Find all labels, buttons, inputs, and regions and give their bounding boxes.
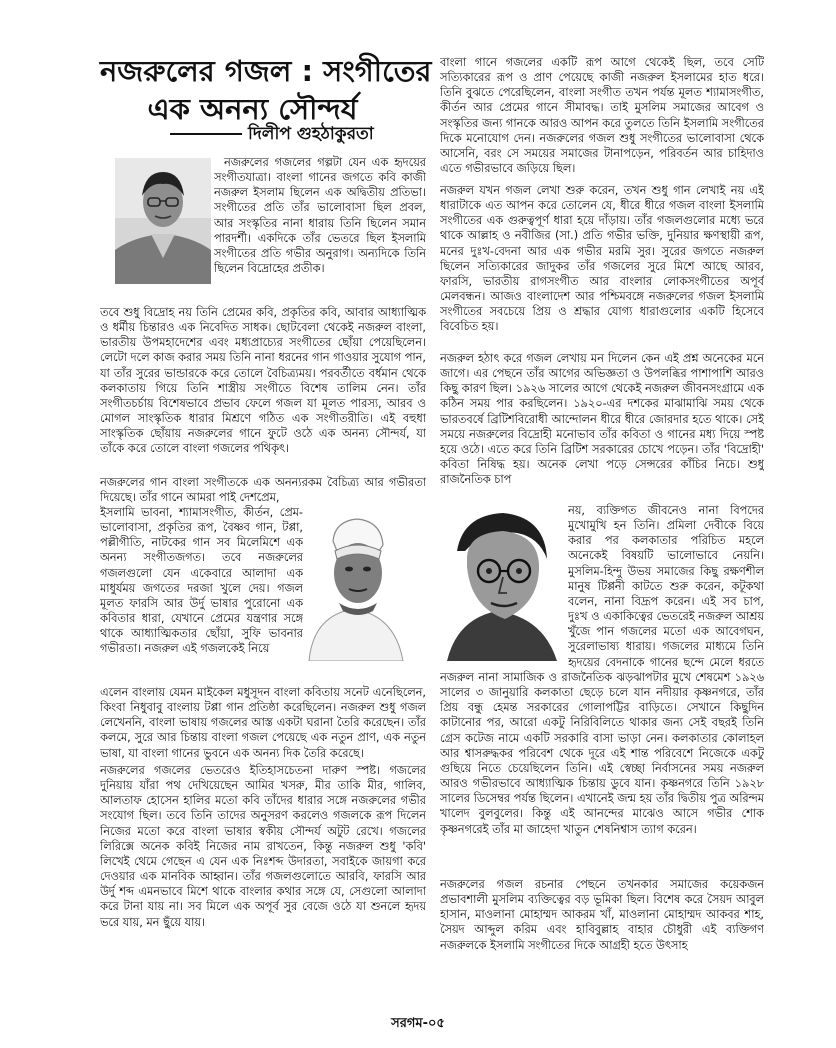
title-line-2: এক অনন্য সৌন্দর্য: [147, 92, 358, 126]
article-title: [100, 52, 432, 128]
byline-rule: [170, 133, 242, 135]
left-paragraph-5: এলেন বাংলায় যেমন মাইকেল মধুসূদন বাংলা কবিতায় সনেট এনেছিলেন, কিংবা নিধুবাবু বাংলায় টপ্পা গান প্রতিষ্ঠা করেছিলেন। নজরুল শুধু গজল লেখেননি, বাংলা ভাষায় গজলের আস্ত একটা ঘরানা তৈরি করেছেন। তাঁর কলমে, সুরে আর চিন্তায় বাংলা গজল পেয়েছে এক নতুন প্রাণ, এক নতুন ভাষা, যা বাংলা গানের ভুবনে এক অনন্য দিক তৈরি করেছে।: [100, 686, 426, 760]
left-paragraph-3: নজরুলের গান বাংলা সংগীতকে এক অনন্যরকম বৈচিত্র্য আর গভীরতা দিয়েছে। তাঁর গানে আমরা পাই দেশপ্রেম,: [100, 476, 426, 505]
title-line-1: নজরুলের গজল : সংগীতের: [100, 54, 432, 88]
author-photo: [115, 158, 211, 284]
right-paragraph-1: বাংলা গানে গজলের একটি রূপ আগে থেকেই ছিল, তবে সেটি সত্যিকারের রূপ ও প্রাণ পেয়েছে কাজী নজরুল ইসলামের হাত ধরে। তিনি বুঝতে পেরেছিলেন, বাংলা সংগীত তখন পর্যন্ত মূলত শ্যামাসংগীত, কীর্তন আর প্রেমের গানে সীমাবদ্ধ। তাই মুসলিম সমাজের আবেগ ও সংস্কৃতির জন্য গানকে আরও আপন করে তুলতে তিনি ইসলামি সংগীতের দিকে মনোযোগ দেন। নজরুলের গজল শুধু সংগীতের ভালোবাসা থেকে আসেনি, বরং সে সময়ের সমাজের টানাপড়েন, পরিবর্তন আর চাহিদাও এতে গভীরভাবে জড়িয়ে ছিল।: [440, 56, 764, 176]
right-paragraph-3: নজরুল হঠাৎ করে গজল লেখায় মন দিলেন কেন এই প্রশ্ন অনেকের মনে জাগে। এর পেছনে তাঁর আগের অভিজ্ঞতা ও উপলব্ধির পাশাপাশি আরও কিছু কারণ ছিল। ১৯২৬ সালের আগে থেকেই নজরুল জীবনসংগ্রামে এক কঠিন সময় পার করছিলেন। ১৯২০-এর দশকের মাঝামাঝি সময় থেকে ভারতবর্ষে ব্রিটিশবিরোধী আন্দোলন ধীরে ধীরে জোরদার হতে থাকে। সেই সময়ে নজরুলের বিদ্রোহী মনোভাব তাঁর কবিতা ও গানের মধ্য দিয়ে স্পষ্ট হয়ে ওঠে। এতে করে তিনি ব্রিটিশ সরকারের চোখে পড়েন। তাঁর 'বিদ্রোহী' কবিতা নিষিদ্ধ হয়। অনেক লেখা পড়ে সেন্সরের কাঁচির নিচে। শুধু রাজনৈতিক চাপ: [440, 352, 764, 487]
right-paragraph-6: নজরুলের গজল রচনার পেছনে তখনকার সমাজের কয়েকজন প্রভাবশালী মুসলিম ব্যক্তিত্বের বড় ভূমিকা ছিল। বিশেষ করে সৈয়দ আবুল হাসান, মাওলানা মোহাম্মদ আকরম খাঁ, মাওলানা মোহাম্মদ আকবর শাহ, সৈয়দ আব্দুল করিম এবং হাবিবুল্লাহ বাহার চৌধুরী এই ব্যক্তিগণ নজরুলকে ইসলামি সংগীতের দিকে আগ্রহী হতে উৎসাহ: [440, 878, 764, 952]
right-paragraph-4: নয়, ব্যক্তিগত জীবনেও নানা বিপদের মুখোমুখি হন তিনি। প্রমিলা দেবীকে বিয়ে করার পর কলকাতার পরিচিত মহলে অনেকেই বিষয়টি ভালোভাবে নেয়নি। মুসলিম-হিন্দু উভয় সমাজের কিছু রক্ষণশীল মানুষ টিপ্পনী কাটতে শুরু করেন, কটূকথা বলেন, নানা বিদ্রূপ করেন। এই সব চাপ, দুঃখ ও একাকিত্বের ভেতরেই নজরুল আশ্রয় খুঁজে পান গজলের মতো এক আবেগঘন, সুরেলাভাষ্য ধারায়। গজলের মাধ্যমে তিনি হৃদয়ের বেদনাকে গানের ছন্দে মেলে ধরতে: [568, 504, 764, 669]
page-footer-label: সরগম-০৫: [391, 1016, 445, 1031]
left-paragraph-1: নজরুলের গজলের গল্পটা যেন এক হৃদয়ের সংগীতযাত্রা। বাংলা গানের জগতে কবি কাজী নজরুল ইসলাম ছিলেন এক অদ্বিতীয় প্রতিভা। সংগীতের প্রতি তাঁর ভালোবাসা ছিল প্রবল, আর সংস্কৃতির নানা ধারায় তিনি ছিলেন সমান পারদর্শী। একদিকে তাঁর ভেতরে ছিল ইসলামি সংগীতের প্রতি গভীর অনুরাগ। অন্যদিকে তিনি ছিলেন বিদ্রোহের প্রতীক।: [214, 156, 426, 276]
byline: [170, 123, 410, 145]
left-paragraph-6: নজরুলের গজলের ভেতরেও ইতিহাসচেতনা দারুণ স্পষ্ট। গজলের দুনিয়ায় যাঁরা পথ দেখিয়েছেন আমির খসরু, মীর তাকি মীর, গালিব, আলতাফ হোসেন হালির মতো কবি তাঁদের ধারার সঙ্গে নজরুলের গভীর সংযোগ ছিল। তবে তিনি তাদের অনুসরণ করলেও গজলকে রূপ দিলেন নিজের মতো করে বাংলা ভাষার স্বকীয় সৌন্দর্য অটুট রেখে। গজলের লিরিক্সে অনেক কবিই নিজের নাম রাখতেন, কিন্তু নজরুল শুধু 'কবি' লিখেই থেমে গেছেন এ যেন এক নিঃশব্দ উদারতা, সবাইকে জায়গা করে দেওয়ার এক মানবিক আহ্বান। তাঁর গজলগুলোতে আরবি, ফারসি আর উর্দু শব্দ এমনভাবে মিশে থাকে বাংলার কথার সঙ্গে যে, সেগুলো আলাদা করে টানা যায় না। সব মিলে এক অপূর্ব সুর বেজে ওঠে যা শুনলে হৃদয় ভরে যায়, মন ছুঁয়ে যায়।: [100, 764, 426, 929]
right-paragraph-5: নজরুল নানা সামাজিক ও রাজনৈতিক ঝড়ঝাপটার মুখে শেষমেশ ১৯২৬ সালের ৩ জানুয়ারি কলকাতা ছেড়ে চলে যান নদীয়ার কৃষ্ণনগরে, তাঁর প্রিয় বন্ধু হেমন্ত সরকারের গোলাপট্টির বাড়িতে। সেখানে কিছুদিন কাটানোর পর, আরো একটু নিরিবিলিতে থাকার জন্য সেই বছরই তিনি গ্রেস কটেজ নামে একটি সরকারি বাসা ভাড়া নেন। কলকাতার কোলাহল আর শ্বাসরুদ্ধকর পরিবেশ থেকে দূরে এই শান্ত পরিবেশে নিজেকে একটু গুছিয়ে নিতে চেয়েছিলেন তিনি। এই স্বেচ্ছা নির্বাসনের সময় নজরুল আরও গভীরভাবে আধ্যাত্মিক চিন্তায় ডুবে যান। কৃষ্ণনগরে তিনি ১৯২৮ সালের ডিসেম্বর পর্যন্ত ছিলেন। এখানেই জন্ম হয় তাঁর দ্বিতীয় পুত্র অরিন্দম খালেদ বুলবুলের। কিন্তু এই আনন্দের মাঝেও আসে গভীর শোক কৃষ্ণনগরেই তাঁর মা জাহেদা খাতুন শেষনিশ্বাস ত্যাগ করেন।: [440, 671, 764, 836]
left-paragraph-2: তবে শুধু বিদ্রোহ নয় তিনি প্রেমের কবি, প্রকৃতির কবি, আবার আধ্যাত্মিক ও ধর্মীয় চিন্তারও এক নিবেদিত সাধক। ছোটবেলা থেকেই নজরুল বাংলা, ভারতীয় উপমহাদেশের এবং মধ্যপ্রাচ্যের সংগীতের ছোঁয়া পেয়েছিলেন। লেটো দলে কাজ করার সময় তিনি নানা ধরনের গান গাওয়ার সুযোগ পান, যা তাঁর সুরের ভান্ডারকে করে তোলে বৈচিত্র্যময়। পরবর্তীতে বর্ধমান থেকে কলকাতায় গিয়ে তিনি শাস্ত্রীয় সংগীতে বিশেষ তালিম নেন। তাঁর সংগীতচর্চায় বিশেষভাবে প্রভাব ফেলে গজল যা মূলত পারস্য, আরব ও মোগল সাংস্কৃতিক ধারার মিশ্রণে গঠিত এক সংগীতরীতি। এই বহুধা সাংস্কৃতিক ছোঁয়ায় নজরুলের গানে ফুটে ওঠে এক অনন্য সৌন্দর্য, যা তাঁকে করে তোলে বাংলা গজলের পথিকৃৎ।: [100, 306, 426, 456]
author-name: দিলীপ গুহঠাকুরতা: [248, 124, 374, 144]
left-paragraph-4: ইসলামি ভাবনা, শ্যামাসংগীত, কীর্তন, প্রেম-ভালোবাসা, প্রকৃতির রূপ, বৈষ্ণব গান, টপ্পা, পল্লীগীতি, নাটকের গান সব মিলেমিশে এক অনন্য সংগীতজগত। তবে নজরুলের গজলগুলো যেন একেবারে আলাদা এক মাধুর্যময় জগতের দরজা খুলে দেয়। গজল মূলত ফারসি আর উর্দু ভাষার পুরোনো এক কবিতার ধারা, যেখানে প্রেমের যন্ত্রণার সঙ্গে থাকে আধ্যাত্মিকতার ছোঁয়া, সুফি ভাবনার গভীরতা। নজরুল এই গজলকেই নিয়ে: [100, 506, 303, 656]
right-paragraph-2: নজরুল যখন গজল লেখা শুরু করেন, তখন শুধু গান লেখাই নয় এই ধারাটাকে এত আপন করে তোলেন যে, ধীরে ধীরে গজল বাংলা ইসলামি সংগীতের এক গুরুত্বপূর্ণ ধারা হয়ে দাঁড়ায়। তাঁর গজলগুলোর মধ্যে ভরে থাকে আল্লাহ ও নবীজির (সা.) প্রতি গভীর ভক্তি, দুনিয়ার ক্ষণস্থায়ী রূপ, মনের দুঃখ-বেদনা আর এক গভীর মরমি সুর। সুরের জগতে নজরুল ছিলেন সত্যিকারের জাদুকর তাঁর গজলের সুরে মিশে আছে আরব, ফারসি, ভারতীয় রাগসংগীত আর বাংলার লোকসংগীতের অপূর্ব মেলবন্ধন। আজও বাংলাদেশ আর পশ্চিমবঙ্গে নজরুলের গজল ইসলামি সংগীতের সবচেয়ে প্রিয় ও শ্রদ্ধার যোগ্য ধারাগুলোর একটি হিসেবে বিবেচিত হয়।: [440, 184, 764, 334]
nazrul-portraits-image: [307, 511, 565, 661]
